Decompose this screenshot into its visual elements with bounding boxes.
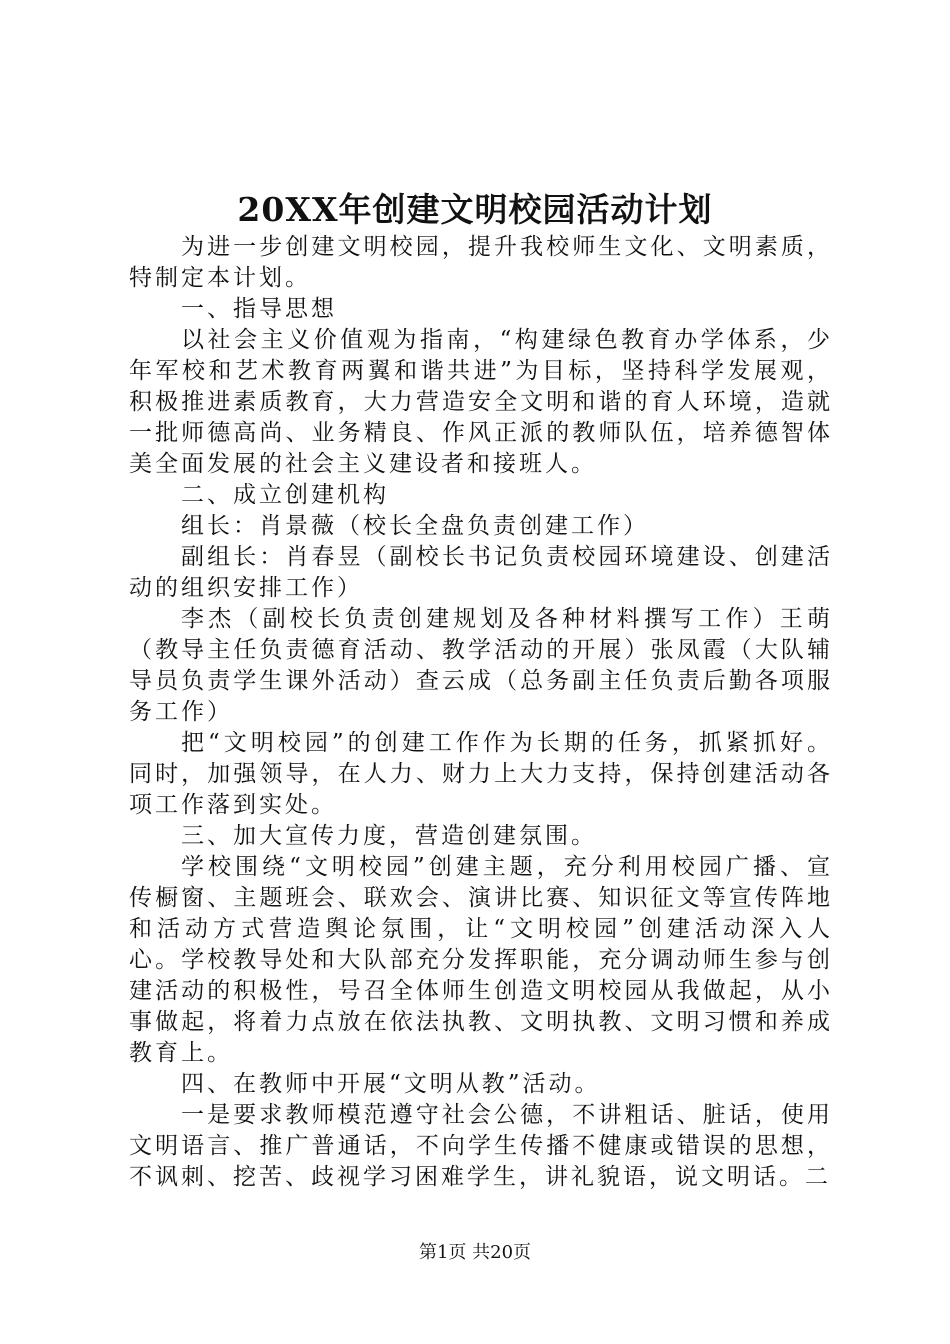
- paragraph-guiding-ideology: 以社会主义价值观为指南，“构建绿色教育办学体系，少年军校和艺术教育两翼和谐共进”为目标，坚持科学发展观，积极推进素质教育，大力营造安全文明和谐的育人环境，造就一批师德高尚、业务精良、作风正派的教师队伍，培养德智体美全面发展的社会主义建设者和接班人。: [129, 327, 833, 477]
- paragraph-civilized-teaching: 一是要求教师模范遵守社会公德，不讲粗话、脏话，使用文明语言、推广普通话，不向学生传播不健康或错误的思想，不讽刺、挖苦、歧视学习困难学生，讲礼貌语，说文明话。二: [129, 1102, 833, 1190]
- section-heading-guiding-ideology: 一、指导思想: [181, 296, 337, 322]
- paragraph-deputy-leader: 副组长：肖春昱（副校长书记负责校园环境建设、创建活动的组织安排工作）: [129, 544, 833, 601]
- section-heading-organization: 二、成立创建机构: [181, 482, 389, 508]
- paragraph-long-term-task: 把“文明校园”的创建工作作为长期的任务，抓紧抓好。同时，加强领导，在人力、财力上大力支持，保持创建活动各项工作落到实处。: [129, 730, 833, 818]
- paragraph-members: 李杰（副校长负责创建规划及各种材料撰写工作）王萌（教导主任负责德育活动、教学活动的开展）张凤霞（大队辅导员负责学生课外活动）查云成（总务副主任负责后勤各项服务工作）: [129, 606, 833, 725]
- section-heading-publicity: 三、加大宣传力度，营造创建氛围。: [181, 823, 597, 849]
- section-heading-civilized-teaching: 四、在教师中开展“文明从教”活动。: [181, 1071, 601, 1097]
- page-number-footer: 第1页 共20页: [418, 1242, 532, 1263]
- paragraph-intro: 为进一步创建文明校园，提升我校师生文化、文明素质，特制定本计划。: [129, 234, 833, 291]
- document-title: 20XX年创建文明校园活动计划: [237, 190, 713, 229]
- paragraph-group-leader: 组长：肖景薇（校长全盘负责创建工作）: [181, 513, 649, 539]
- document-body: [129, 232, 833, 1193]
- paragraph-publicity: 学校围绕“文明校园”创建主题，充分利用校园广播、宣传橱窗、主题班会、联欢会、演讲比赛、知识征文等宣传阵地和活动方式营造舆论氛围，让“文明校园”创建活动深入人心。学校教导处和大队部充分发挥职能，充分调动师生参与创建活动的积极性，号召全体师生创造文明校园从我做起，从小事做起，将着力点放在依法执教、文明执教、文明习惯和养成教育上。: [129, 854, 833, 1066]
